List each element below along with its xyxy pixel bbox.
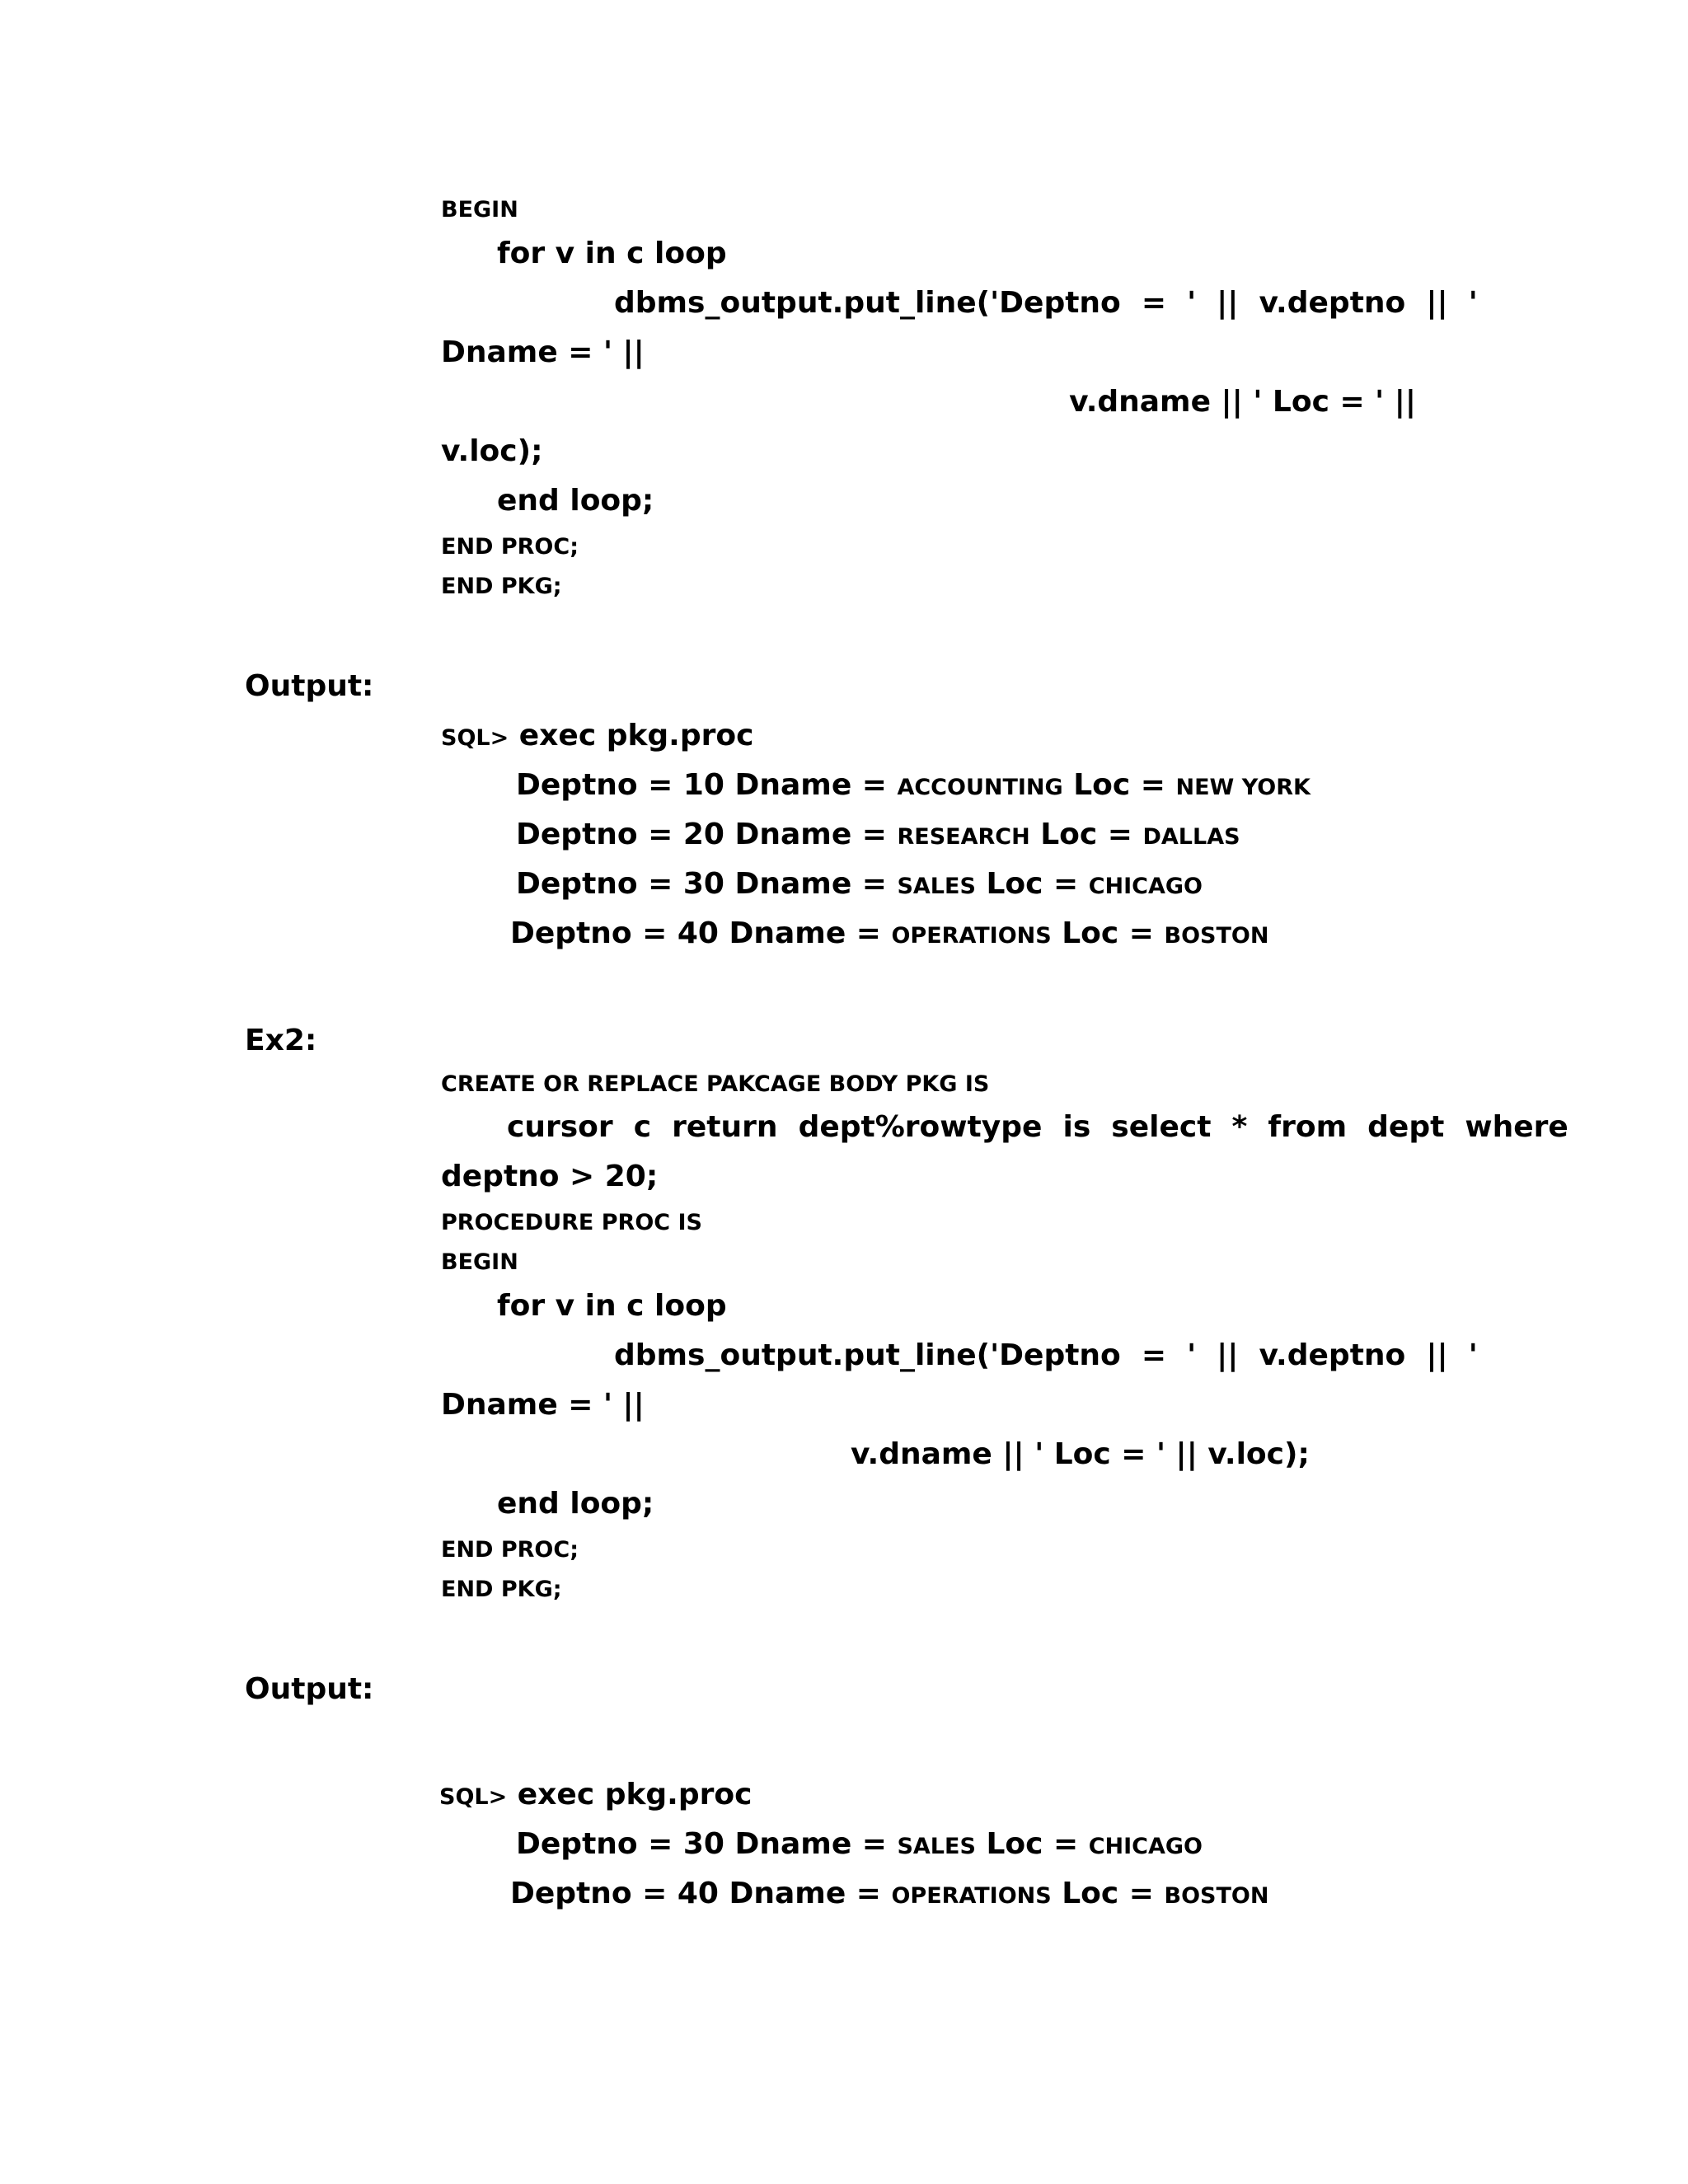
code-line-end-pkg: END PKG; <box>441 574 562 599</box>
code-line-put-line-cont: Dname = ' || <box>441 335 645 369</box>
code-line-cursor: cursor c return dept%rowtype is select * from dept where <box>507 1110 1568 1144</box>
code-line-end-pkg: END PKG; <box>441 1577 562 1602</box>
code-line-put-line-cont: v.dname || ' Loc = ' || v.loc); <box>851 1437 1310 1471</box>
output-label: Output: <box>245 669 374 703</box>
output-row: Deptno = 20 Dname = RESEARCH Loc = DALLAS <box>516 818 1240 851</box>
output-label: Output: <box>245 1672 374 1706</box>
sql-command: exec pkg.proc <box>509 719 754 752</box>
output-row: Deptno = 30 Dname = SALES Loc = CHICAGO <box>516 1827 1203 1861</box>
code-line-for-loop: for v in c loop <box>497 1289 727 1323</box>
output-row: Deptno = 30 Dname = SALES Loc = CHICAGO <box>516 867 1203 901</box>
sql-prompt: SQL> <box>439 1784 508 1810</box>
code-line-end-loop: end loop; <box>497 1487 654 1521</box>
sql-command-line <box>441 721 753 751</box>
code-line-cursor-cont: deptno > 20; <box>441 1160 659 1193</box>
sql-command-line <box>439 1780 752 1810</box>
code-line-end-proc: END PROC; <box>441 1537 579 1563</box>
sql-command: exec pkg.proc <box>507 1778 753 1811</box>
code-line-begin: BEGIN <box>441 1249 518 1275</box>
code-line-begin: BEGIN <box>441 197 518 223</box>
sql-prompt: SQL> <box>441 725 509 751</box>
code-line-end-loop: end loop; <box>497 484 654 518</box>
code-line-procedure: PROCEDURE PROC IS <box>441 1210 702 1235</box>
output-row: Deptno = 40 Dname = OPERATIONS Loc = BOSTON <box>510 1877 1269 1910</box>
code-line-put-line-cont: v.loc); <box>441 434 543 468</box>
code-line-put-line: dbms_output.put_line('Deptno = ' || v.deptno || ' <box>614 1338 1478 1372</box>
code-line-put-line-cont: v.dname || ' Loc = ' || <box>1069 385 1416 419</box>
example-label: Ex2: <box>245 1024 317 1057</box>
output-row: Deptno = 10 Dname = ACCOUNTING Loc = NEW YORK <box>516 768 1311 802</box>
code-line-put-line-cont: Dname = ' || <box>441 1388 645 1422</box>
output-row: Deptno = 40 Dname = OPERATIONS Loc = BOSTON <box>510 916 1269 950</box>
code-line-create: CREATE OR REPLACE PAKCAGE BODY PKG IS <box>441 1071 990 1097</box>
code-line-put-line: dbms_output.put_line('Deptno = ' || v.deptno || ' <box>614 286 1478 320</box>
code-line-for-loop: for v in c loop <box>497 237 727 270</box>
code-line-end-proc: END PROC; <box>441 534 579 560</box>
